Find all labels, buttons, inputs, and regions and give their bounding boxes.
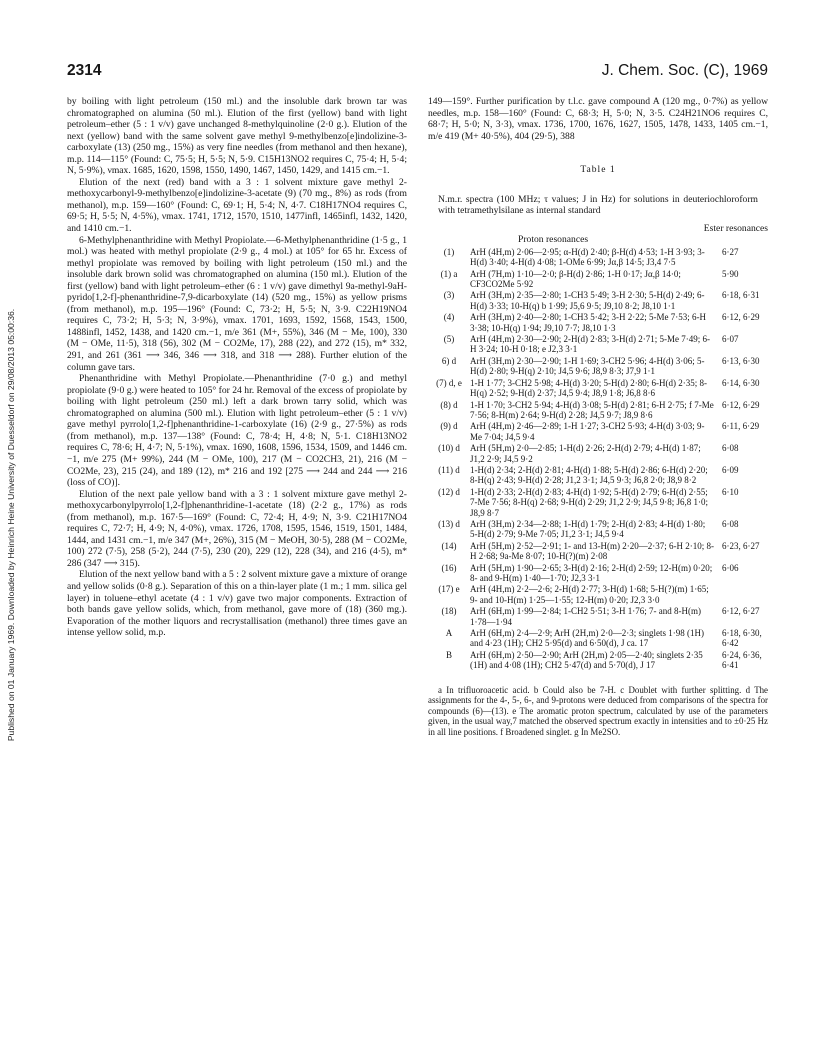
ester-resonances: 6·14, 6·30 xyxy=(722,377,760,388)
proton-resonances: ArH (3H,m) 2·35—2·80; 1-CH3 5·49; 3-H 2·30; 5-H(d) 2·49; 6-H(d) 3·33; 10-H(q) b 1·99; J5,6 9·5; J9,10 8·2; J8,10 1·1 xyxy=(470,290,705,311)
compound-label: (12) d xyxy=(438,486,460,497)
ester-resonances xyxy=(722,584,768,605)
table-row xyxy=(428,628,768,649)
proton-resonances: 1-H(d) 2·34; 2-H(d) 2·81; 4-H(d) 1·88; 5-H(d) 2·86; 6-H(d) 2·20; 8-H(q) 2·43; 9-H(d) 2·28; J1,2 3·1; J4,5 9·3; J6,8 2·0; J8,9 8·2 xyxy=(470,464,708,486)
ester-resonances: 6·06 xyxy=(722,562,739,573)
ester-resonances: 6·08 xyxy=(722,443,739,454)
table-row xyxy=(428,269,768,290)
table-title: Table 1 xyxy=(580,164,616,176)
table-row xyxy=(428,378,768,399)
compound-label: (3) xyxy=(443,290,455,301)
page-number: 2314 xyxy=(67,62,102,79)
proton-resonances: ArH (5H,m) 1·90—2·65; 3-H(d) 2·16; 2-H(d) 2·59; 12-H(m) 0·20; 8- and 9-H(m) 1·40—1·70; J2,3 3·1 xyxy=(470,562,713,584)
ester-resonances: 6·27 xyxy=(722,246,739,257)
ester-resonances: 6·10 xyxy=(722,486,739,497)
compound-label: (7) d, e xyxy=(436,377,462,388)
ester-resonances: 6·12, 6·29 xyxy=(722,399,760,410)
proton-resonances: ArH (5H,m) 2·0—2·85; 1-H(d) 2·26; 2-H(d) 2·79; 4-H(d) 1·87; J1,2 2·9; J4,5 9·2 xyxy=(470,443,701,464)
compound-label: (9) d xyxy=(440,421,458,432)
proton-resonances: ArH (3H,m) 2·30—2·90; 1-H 1·69; 3-CH2 5·96; 4-H(d) 3·06; 5-H(d) 2·80; 9-H(q) 2·10; J4,5 9·6; J8,9 8·3; J7,9 1·1 xyxy=(470,355,705,377)
table-caption: N.m.r. spectra (100 MHz; τ values; J in Hz) for solutions in deuteriochloroform with tetramethylsilane as internal standard xyxy=(438,193,758,217)
proton-resonances: ArH (3H,m) 2·34—2·88; 1-H(d) 1·79; 2-H(d) 2·83; 4-H(d) 1·80; 5-H(d) 2·79; 9-Me 7·05; J1,2 3·1; J4,5 9·4 xyxy=(470,518,706,540)
proton-resonances: 1-H(d) 2·33; 2-H(d) 2·83; 4-H(d) 1·92; 5-H(d) 2·79; 6-H(d) 2·55; 7-Me 7·56; 8-H(q) 2·68; 9-H(d) 2·29; J1,2 2·9; J4,5 9·8; J6,8 1·0; J8,9 8·7 xyxy=(470,486,708,518)
table-row xyxy=(428,421,768,442)
proton-resonances: ArH (6H,m) 2·4—2·9; ArH (2H,m) 2·0—2·3; singlets 1·98 (1H) and 4·23 (1H); CH2 5·95(d) and 6·50(d), J ca. 17 xyxy=(470,628,704,649)
proton-resonances: ArH (3H,m) 2·40—2·80; 1-CH3 5·42; 3-H 2·22; 5-Me 7·53; 6-H 3·38; 10-H(q) 1·94; J9,10 7·7; J8,10 1·3 xyxy=(470,312,706,333)
paragraph: Elution of the next yellow band with a 5 : 2 solvent mixture gave a mixture of orange and yellow solids (0·8 g.). Separation of this on a thin-layer plate (1 m.; 1 mm. silica gel layer) in toluene–ethyl acetate (4 : 1 v/v) gave two major components. Extraction of both bands gave yellow solids, which, from methanol, gave more of (18) (360 mg.). Evaporation of the mother liquors and recrystallisation (methanol) three times gave an intense yellow solid, m.p. xyxy=(67,569,407,639)
paragraph: Elution of the next (red) band with a 3 : 1 solvent mixture gave methyl 2-methoxycarbonyl-9-methylbenzo[e]indolizine-3-acetate (9) (70 mg., 8%) as rods (from methanol), m.p. 159—160° (Found: C, 69·1; H, 5·4; N, 4·7. C18H17NO4 requires C, 69·5; H, 5·5; N, 4·5%), νmax. 1741, 1712, 1570, 1510, 1477infl, 1465infl, 1432, 1420, and 1410 cm.−1. xyxy=(67,176,407,235)
ester-resonances: 6·23, 6·27 xyxy=(722,540,760,551)
compound-label: (14) xyxy=(441,540,457,551)
compound-label: (8) d xyxy=(440,399,458,410)
paragraph: by boiling with light petroleum (150 ml.) and the insoluble dark brown tar was chromatographed on alumina (50 ml.). Elution of the first (yellow) band with light petroleum–ether (5 : 1 v/v) gave unchanged 8-methylquinoline (2·0 g.). Elution of the next (yellow) band with the same solvent gave methyl 9-methylbenzo[e]indolizine-3-carboxylate (13) (250 mg., 15%) as very fine needles (from methanol and then hexane), m.p. 114—115° (Found: C, 75·5; H, 5·5; N, 5·9. C15H13NO2 requires C, 75·4; H, 5·4; N, 5·9%), νmax. 1685, 1620, 1598, 1550, 1490, 1467, 1450, 1429, and 1415 cm.−1. xyxy=(67,96,407,177)
compound-label: B xyxy=(445,649,452,660)
compound-label: (13) d xyxy=(438,518,460,529)
ester-resonances: 6·24, 6·36, 6·41 xyxy=(722,649,762,671)
compound-label: (11) d xyxy=(438,464,460,475)
ester-resonances: 5·90 xyxy=(722,268,739,279)
compound-label: (1) xyxy=(443,246,455,257)
table-row xyxy=(428,606,768,627)
proton-resonances: ArH (7H,m) 1·10—2·0; β-H(d) 2·86; 1-H 0·17; Jα,β 14·0; CF3CO2Me 5·92 xyxy=(470,268,681,290)
table-row xyxy=(428,334,768,355)
compound-label: (10) d xyxy=(438,443,460,454)
compound-label: 6) d xyxy=(441,355,457,366)
table-row xyxy=(428,584,768,605)
proton-resonances: 1-H 1·77; 3-CH2 5·98; 4-H(d) 3·20; 5-H(d) 2·80; 6-H(d) 2·35; 8-H(q) 2·52; 9-H(d) 2·37; J4,5 9·4; J8,9 1·8; J6,8 8·6 xyxy=(470,377,707,399)
journal-reference: J. Chem. Soc. (C), 1969 xyxy=(601,62,768,79)
proton-resonances: 1-H 1·70; 3-CH2 5·94; 4-H(d) 3·08; 5-H(d) 2·81; 6-H 2·75; f 7-Me 7·56; 8-H(m) 2·64; 9-H(d) 2·28; J4,5 9·7; J8,9 8·6 xyxy=(470,399,714,420)
table-row xyxy=(428,487,768,518)
compound-label: (16) xyxy=(441,562,457,573)
compound-label: (18) xyxy=(441,606,457,617)
paragraph: Elution of the next pale yellow band with a 3 : 1 solvent mixture gave methyl 2-methoxycarbonylpyrrolo[1,2-f]phenanthridine-1-acetate (18) (2·2 g., 17%) as rods (from methanol), m.p. 167·5—169° (Found: C, 72·4; H, 4·9; N, 3·9. C21H17NO4 requires C, 72·7; H, 4·9; N, 4·0%), νmax. 1726, 1708, 1595, 1546, 1519, 1501, 1484, 1444, and 1431 cm.−1, m/e 347 (M+, 26%), 315 (M − MeOH, 30·5), 288 (M − CO2Me, 100) 272 (7·5), 258 (5·2), 244 (7·5), 230 (20), 229 (12), 228 (34), and 216 (4·5), m* 286 (347 ⟶ 315). xyxy=(67,488,407,569)
ester-resonances: 6·13, 6·30 xyxy=(722,355,760,366)
proton-resonances: ArH (4H,m) 2·06—2·95; α-H(d) 2·40; β-H(d) 4·53; 1-H 3·93; 3-H(d) 3·40; 4-H(d) 4·08; 1-OMe 6·99; Jα,β 14·5; J3,4 7·5 xyxy=(470,246,705,268)
ester-resonances: 6·18, 6·30, 6·42 xyxy=(722,628,762,649)
table-row xyxy=(428,563,768,584)
table-row xyxy=(428,650,768,671)
compound-label: (5) xyxy=(443,334,455,345)
proton-resonances: ArH (4H,m) 2·30—2·90; 2-H(d) 2·83; 3-H(d) 2·71; 5-Me 7·49; 6-H 3·24; 10-H 0·18; e J2,3 3·1 xyxy=(470,334,710,355)
proton-resonances: ArH (5H,m) 2·52—2·91; 1- and 13-H(m) 2·20—2·37; 6-H 2·10; 8-H 2·68; 9a-Me 8·07; 10-H(?)(m) 2·08 xyxy=(470,540,714,562)
table-row xyxy=(428,443,768,464)
compound-label: A xyxy=(445,628,453,639)
ester-resonances: 6·18, 6·31 xyxy=(722,290,760,301)
table-row xyxy=(428,400,768,421)
paragraph: Phenanthridine with Methyl Propiolate.—Phenanthridine (7·0 g.) and methyl propiolate (9·0 g.) were heated to 105° for 24 hr. Removal of the excess of propiolate by boiling with light petroleum (250 ml.) left a dark brown tarry solid, which was chromatographed on alumina (500 ml.). Elution with light petroleum–ether (5 : 1 v/v) gave methyl pyrrolo[1,2-f]phenanthridine-1-carboxylate (16) (2·9 g., 27·5%) as rods (from methanol), m.p. 137—138° (Found: C, 78·4; H, 4·8; N, 5·1. C18H13NO2 requires C, 78·6; H, 4·7; N, 5·1%), νmax. 1690, 1608, 1596, 1534, 1509, and 1446 cm.−1, m/e 275 (M+ 99%), 244 (M − OMe, 100), 217 (M − CO2CH3, 21), 216 (M − CO2Me, 23), 215 (24), and 189 (12), m* 216 and 192 [275 ⟶ 244 and 244 ⟶ 216 (loss of CO)]. xyxy=(67,373,407,489)
ester-resonances: 6·09 xyxy=(722,464,739,475)
ester-resonances: 6·07 xyxy=(722,334,739,345)
table-header xyxy=(428,223,768,247)
ester-resonances: 6·11, 6·29 xyxy=(722,421,760,432)
table-body xyxy=(428,247,768,671)
page-header xyxy=(67,62,768,84)
proton-resonances: ArH (6H,m) 1·99—2·84; 1-CH2 5·51; 3-H 1·76; 7- and 8-H(m) 1·78—1·94 xyxy=(470,606,701,627)
table-row xyxy=(428,519,768,540)
column-header-proton: Proton resonances xyxy=(518,233,589,245)
compound-label: (1) a xyxy=(440,268,458,279)
table-row xyxy=(428,290,768,311)
proton-resonances: ArH (4H,m) 2·2—2·6; 2-H(d) 2·77; 3-H(d) 1·68; 5-H(?)(m) 1·65; 9- and 10-H(m) 1·25—1·55; 12-H(m) 0·20; J2,3 3·0 xyxy=(470,584,709,605)
right-column xyxy=(428,96,768,738)
table-row xyxy=(428,356,768,377)
table-row xyxy=(428,541,768,562)
column-header-ester: Ester resonances xyxy=(703,222,768,234)
download-watermark-text: Published on 01 January 1969. Downloaded by Heinrich Heine University of Duesseldorf on 29/08/2013 05:00:36. xyxy=(6,308,16,742)
left-column xyxy=(67,96,407,639)
compound-label: (4) xyxy=(443,312,455,323)
table-footnotes: a In trifluoroacetic acid. b Could also be 7-H. c Doublet with further splitting. d The assignments for the 4-, 5-, 6-, and 9-protons were deduced from comparisons of the spectra for compounds (6)—(13). e The aromatic proton spectrum, calculated by use of the parameters given, in the usual way,7 matched the observed spectrum exactly in intensities and to ±0·25 Hz in all line positions. f Broadened singlet. g In Me2SO. xyxy=(428,684,768,738)
table-row xyxy=(428,247,768,268)
download-watermark xyxy=(1,180,21,870)
table-row xyxy=(428,312,768,333)
ester-resonances: 6·08 xyxy=(722,518,739,529)
paragraph: 6-Methylphenanthridine with Methyl Propiolate.—6-Methylphenanthridine (1·5 g., 1 mol.) was heated with methyl propiolate (2·9 g., 4 mol.) at 105° for 65 hr. Excess of methyl propiolate was removed by boiling with light petroleum (150 ml.) and the insoluble dark brown solid was chromatographed on alumina (150 ml.). Elution of the first (yellow) band with light petroleum–ether (6 : 1 v/v) gave dimethyl 9a-methyl-9aH-pyrido[1,2-f]-phenanthridine-7,9-dicarboxylate (14) (520 mg., 15%) as yellow prisms (from methanol), m.p. 195—196° (Found: C, 73·2; H, 5·5; N, 3·9. C22H19NO4 requires C, 73·2; H, 5·3; N, 3·9%), νmax. 1701, 1693, 1592, 1568, 1543, 1500, 1488infl, 1452, 1438, and 1420 cm.−1, m/e 361 (M+, 55%), 346 (M − Me, 100), 330 (M − OMe, 11·5), 318 (56), 302 (M − CO2Me, 17), 288 (22), and 272 (15), m* 332, 291, and 261 (361 ⟶ 346, 346 ⟶ 318, and 318 ⟶ 288). Further elution of the column gave tars. xyxy=(67,234,407,373)
proton-resonances: ArH (4H,m) 2·46—2·89; 1-H 1·27; 3-CH2 5·93; 4-H(d) 3·03; 9-Me 7·04; J4,5 9·4 xyxy=(470,421,705,442)
ester-resonances: 6·12, 6·27 xyxy=(722,606,760,617)
compound-label: (17) e xyxy=(438,584,460,595)
ester-resonances: 6·12, 6·29 xyxy=(722,312,760,323)
proton-resonances: ArH (6H,m) 2·50—2·90; ArH (2H,m) 2·05—2·40; singlets 2·35 (1H) and 4·08 (1H); CH2 5·47(d) and 5·70(d), J 17 xyxy=(470,649,703,671)
paragraph: 149—159°. Further purification by t.l.c. gave compound A (120 mg., 0·7%) as yellow needles, m.p. 158—160° (Found: C, 68·3; H, 5·0; N, 3·5. C24H21NO6 requires C, 68·7; H, 5·0; N, 3·3), νmax. 1736, 1700, 1676, 1627, 1505, 1478, 1433, 1405 cm.−1, m/e 419 (M+ 40·5%), 404 (29·5), 388 xyxy=(428,96,768,142)
table-row xyxy=(428,465,768,486)
